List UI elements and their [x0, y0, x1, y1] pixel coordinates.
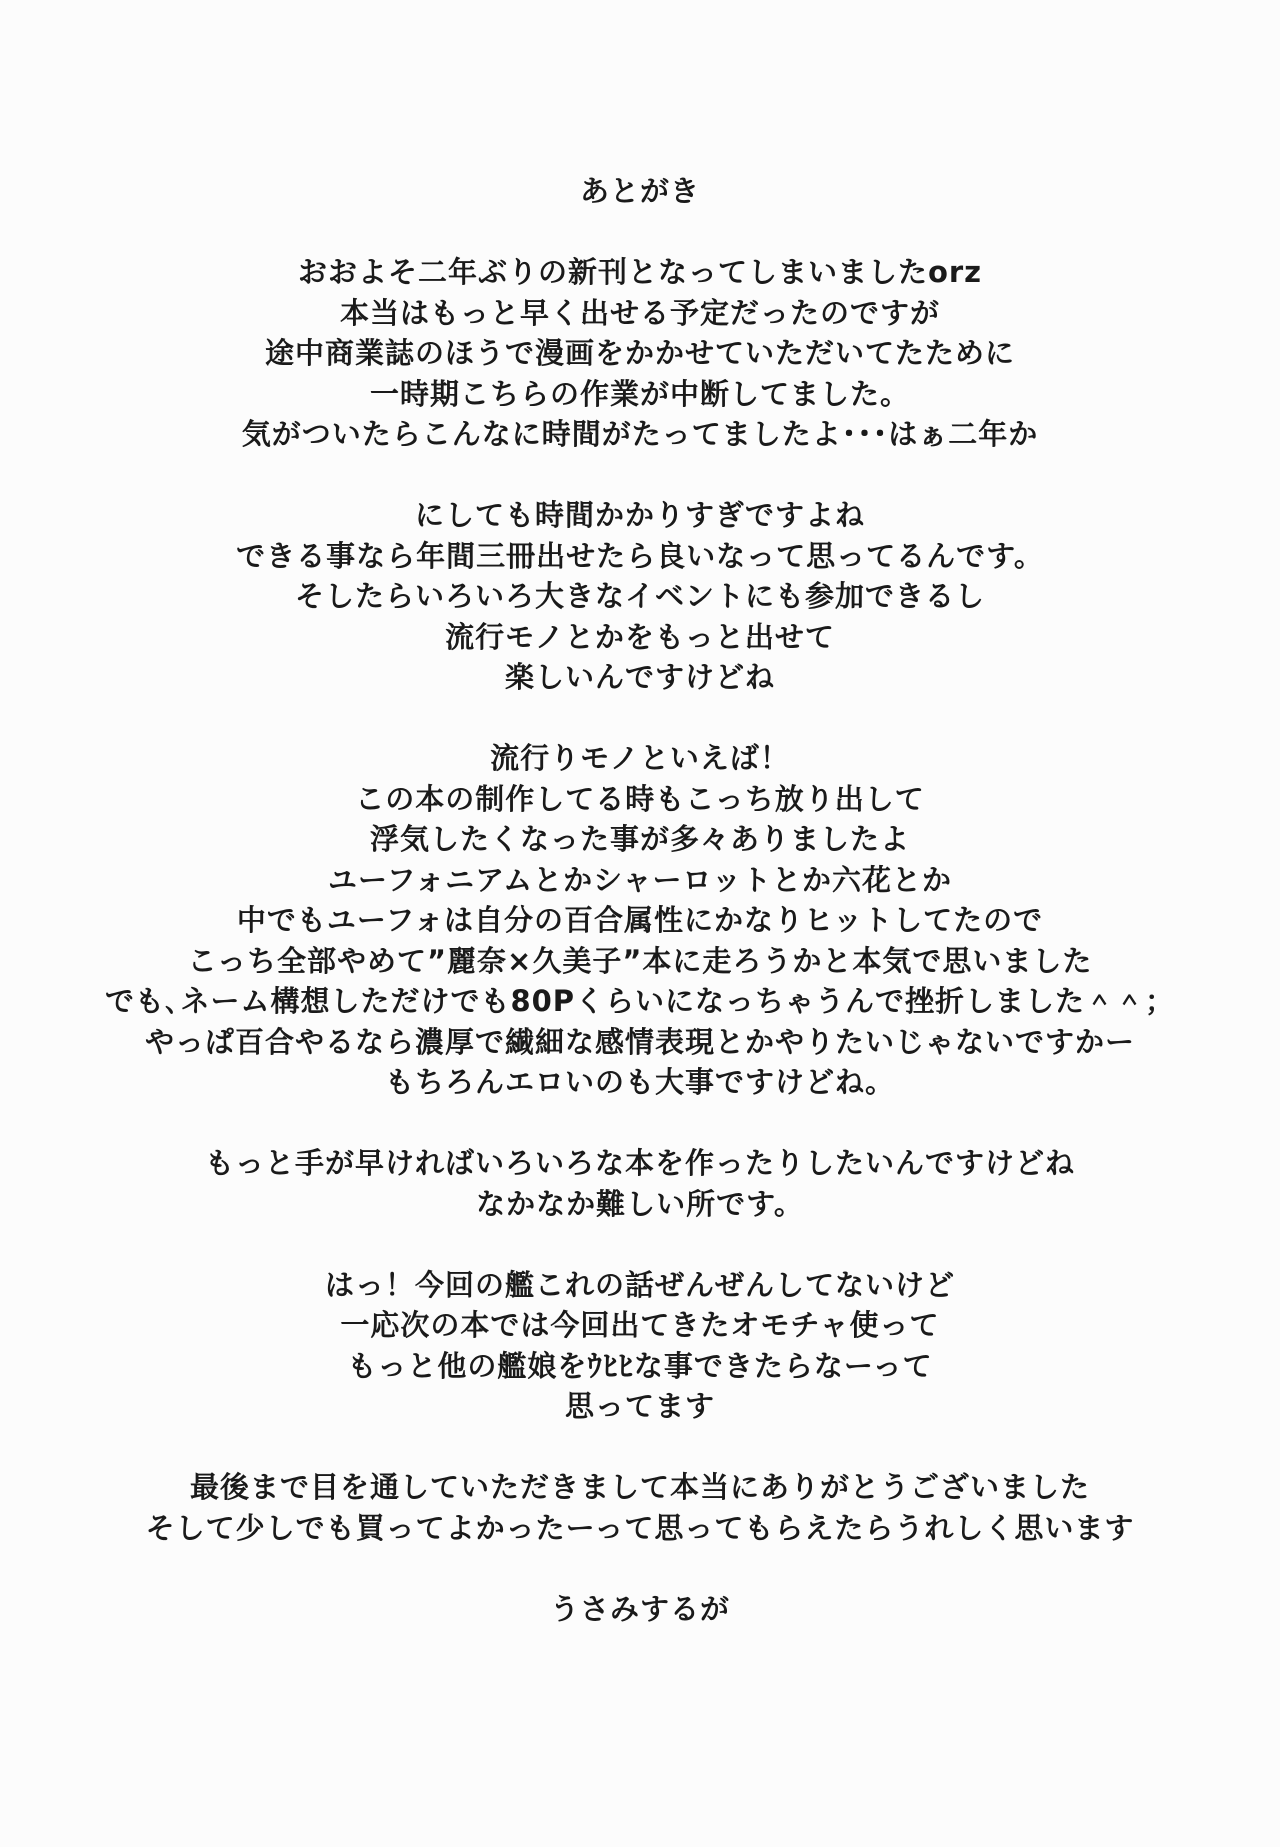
text-line: 楽しいんですけどね: [504, 660, 775, 694]
author-signature: うさみするが: [549, 1591, 730, 1626]
paragraph-gap: [0, 1224, 1280, 1265]
paragraph-gap: [0, 698, 1280, 739]
text-line: 気がついたらこんなに時間がたってましたよ･･･はぁ二年か: [241, 417, 1039, 451]
text-line: もっと手が早ければいろいろな本を作ったりしたいんですけどね: [204, 1146, 1075, 1180]
text-line: おおよそ二年ぶりの新刊となってしまいましたorz: [297, 255, 983, 289]
text-line: にしても時間かかりすぎですよね: [414, 498, 865, 532]
text-line: 思ってます: [564, 1389, 715, 1423]
paragraph-gap: [0, 455, 1280, 496]
text-line: 流行モノとかをもっと出せて: [445, 619, 835, 654]
text-line: ユーフォニアムとかシャーロットとか六花とか: [328, 862, 952, 897]
text-line: でも､ネーム構想しただけでも80Pくらいになっちゃうんで挫折しました＾＾；: [104, 984, 1176, 1018]
paragraph-1: [0, 252, 1280, 455]
text-line: できる事なら年間三冊出せたら良いなって思ってるんです。: [236, 538, 1044, 573]
paragraph-gap: [0, 1548, 1280, 1589]
text-line: 浮気したくなった事が多々ありましたよ: [369, 822, 910, 856]
text-line: 一時期こちらの作業が中断してました。: [369, 376, 910, 411]
text-line: そしたらいろいろ大きなイベントにも参加できるし: [294, 579, 985, 613]
paragraph-4: [0, 1143, 1280, 1224]
paragraph-3: [0, 738, 1280, 1103]
text-line: この本の制作してる時もこっち放り出して: [355, 781, 925, 816]
paragraph-6: [0, 1467, 1280, 1548]
afterword-text: [0, 171, 1280, 1629]
paragraph-gap: [0, 1103, 1280, 1144]
text-line: はっ！今回の艦これの話ぜんぜんしてないけど: [324, 1267, 955, 1302]
text-line: もっと他の艦娘をｳﾋﾋな事できたらなーって: [347, 1348, 933, 1383]
text-line: こっち全部やめて”麗奈×久美子”本に走ろうかと本気で思いました: [187, 943, 1093, 978]
paragraph-5: [0, 1265, 1280, 1427]
paragraph-2: [0, 495, 1280, 698]
text-line: やっぱ百合やるなら濃厚で繊細な感情表現とかやりたいじゃないですかー: [144, 1024, 1135, 1059]
text-line: もちろんエロいのも大事ですけどね。: [384, 1065, 895, 1099]
text-line: 本当はもっと早く出せる予定だったのですが: [339, 295, 940, 330]
text-line: 途中商業誌のほうで漫画をかかせていただいてたために: [264, 336, 1015, 370]
afterword-title: あとがき: [579, 174, 700, 208]
text-line: 最後まで目を通していただきまして本当にありがとうございました: [189, 1470, 1090, 1504]
text-line: 中でもユーフォは自分の百合属性にかなりヒットしてたので: [236, 903, 1044, 937]
text-line: そして少しでも買ってよかったーって思ってもらえたらうれしく思います: [145, 1510, 1135, 1545]
text-line: なかなか難しい所です。: [476, 1186, 804, 1221]
text-line: 一応次の本では今回出てきたオモチャ使って: [340, 1308, 940, 1342]
paragraph-gap: [0, 1427, 1280, 1468]
text-line: 流行りモノといえば！: [490, 741, 790, 775]
